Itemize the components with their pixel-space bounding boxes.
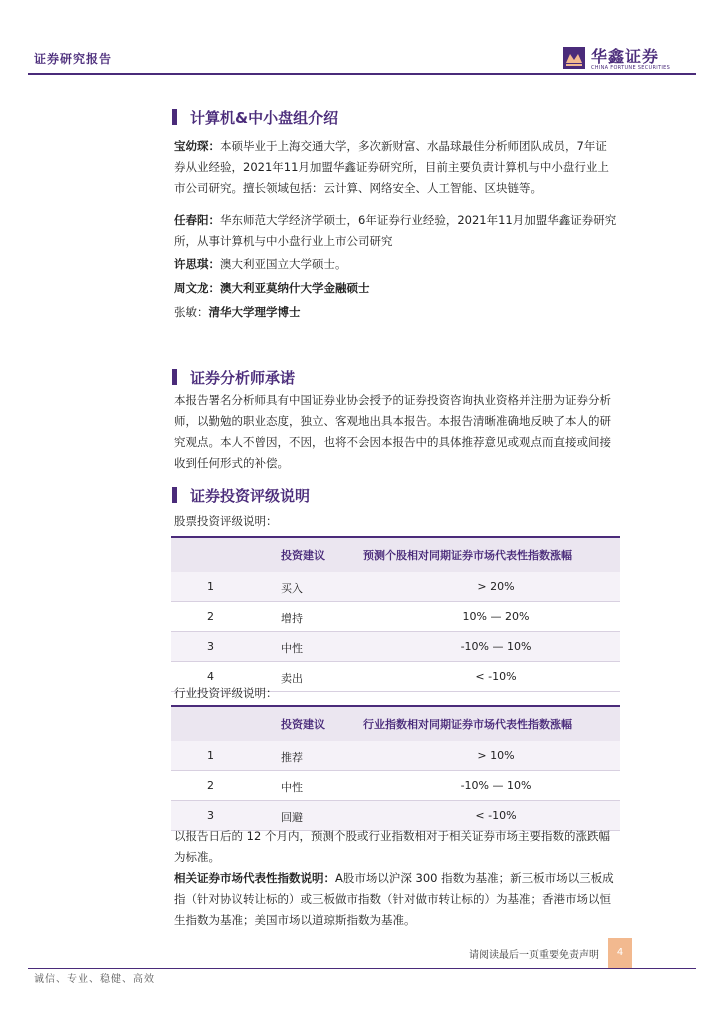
row-number: 2 — [207, 779, 214, 792]
row-range: < -10% — [475, 670, 517, 683]
table-row — [171, 572, 620, 602]
logo-mark — [563, 47, 585, 69]
member-bio: 华东师范大学经济学硕士，6年证券行业经验，2021年11月加盟华鑫证券研究所，从事计算机与中小盘行业上市公司研究 — [174, 213, 617, 248]
table-header — [171, 705, 620, 741]
member-5 — [174, 302, 618, 323]
row-number: 3 — [207, 640, 214, 653]
footer-slogan: 诚信、专业、稳健、高效 — [34, 974, 155, 985]
member-bio: 澳大利亚莫纳什大学金融硕士 — [220, 281, 370, 295]
industry-rating-table — [171, 705, 620, 831]
commitment-text: 本报告署名分析师具有中国证券业协会授予的证券投资咨询执业资格并注册为证券分析师，以勤勉的职业态度，独立、客观地出具本报告。本报告清晰准确地反映了本人的研究观点。本人不曾因，不因，也将不会因本报告中的具体推荐意见或观点而直接或间接收到任何形式的补偿。 — [174, 393, 611, 470]
row-number: 3 — [207, 809, 214, 822]
member-bio: 本硕毕业于上海交通大学，多次新财富、水晶球最佳分析师团队成员，7年证券从业经验，2021年11月加盟华鑫证券研究所，目前主要负责计算机与中小盘行业上市公司研究。擅长领域包括：云计算、网络安全、人工智能、区块链等。 — [174, 139, 609, 195]
team-heading-text: 计算机&中小盘组介绍 — [190, 109, 339, 127]
market-index-text: A股市场以沪深 300 指数为基准；新三板市场以三板成指（针对协议转让标的）或三板做市指数（针对做市转让标的）为基准；香港市场以恒生指数为基准；美国市场以道琼斯指数为基准。 — [174, 871, 614, 927]
member-1 — [174, 136, 618, 199]
commitment-heading-text: 证券分析师承诺 — [190, 369, 296, 387]
company-logo — [563, 44, 688, 74]
disclaimer-note: 请阅读最后一页重要免责声明 — [469, 950, 599, 961]
heading-bar — [172, 487, 177, 503]
member-name: 许思琪： — [174, 257, 220, 271]
row-range: > 20% — [477, 580, 515, 593]
page-number: 4 — [608, 938, 632, 968]
row-recommendation: 推荐 — [281, 751, 303, 764]
header-title: 证券研究报告 — [34, 52, 113, 66]
row-recommendation: 中性 — [281, 781, 303, 794]
row-range: -10% — 10% — [460, 640, 532, 653]
row-number: 1 — [207, 749, 214, 762]
logo-cn: 华鑫证券 — [591, 47, 660, 66]
col-recommendation: 投资建议 — [281, 718, 325, 731]
col-range: 行业指数相对同期证券市场代表性指数涨幅 — [363, 718, 572, 731]
row-recommendation: 中性 — [281, 642, 303, 655]
table-body — [171, 572, 620, 692]
member-name: 周文龙： — [174, 281, 220, 295]
industry-rating-label: 行业投资评级说明： — [174, 686, 278, 700]
table-body — [171, 741, 620, 831]
member-name: 任春阳： — [174, 213, 220, 227]
logo-en: CHINA FORTUNE SECURITIES — [591, 65, 671, 71]
row-recommendation: 增持 — [281, 612, 303, 625]
row-range: 10% — 20% — [462, 610, 530, 623]
table-row — [171, 602, 620, 632]
row-range: < -10% — [475, 809, 517, 822]
table-row — [171, 771, 620, 801]
member-name: 宝幼琛： — [174, 139, 220, 153]
table-row — [171, 632, 620, 662]
heading-bar — [172, 109, 177, 125]
member-2 — [174, 210, 618, 252]
rating-note: 以报告日后的 12 个月内，预测个股或行业指数相对于相关证券市场主要指数的涨跌幅为标准。 — [174, 829, 610, 864]
col-recommendation: 投资建议 — [281, 549, 325, 562]
stock-rating-table — [171, 536, 620, 692]
row-range: -10% — 10% — [460, 779, 532, 792]
row-number: 4 — [207, 670, 214, 683]
member-bio: 清华大学理学博士 — [208, 305, 301, 319]
header-rule — [28, 73, 696, 75]
member-bio: 澳大利亚国立大学硕士。 — [220, 257, 347, 271]
row-recommendation: 回避 — [281, 811, 303, 824]
row-recommendation: 买入 — [281, 582, 303, 595]
heading-bar — [172, 369, 177, 385]
col-range: 预测个股相对同期证券市场代表性指数涨幅 — [363, 549, 572, 562]
market-index-note — [174, 868, 618, 931]
table-header — [171, 536, 620, 572]
row-range: > 10% — [477, 749, 515, 762]
table-row — [171, 741, 620, 771]
member-4 — [174, 278, 618, 299]
stock-rating-label: 股票投资评级说明： — [174, 514, 278, 528]
row-recommendation: 卖出 — [281, 672, 303, 685]
member-3 — [174, 254, 618, 275]
row-number: 2 — [207, 610, 214, 623]
row-number: 1 — [207, 580, 214, 593]
market-index-label: 相关证券市场代表性指数说明： — [174, 871, 335, 885]
member-name: 张敏： — [174, 305, 209, 319]
footer-rule — [28, 968, 696, 969]
rating-heading-text: 证券投资评级说明 — [190, 487, 311, 505]
